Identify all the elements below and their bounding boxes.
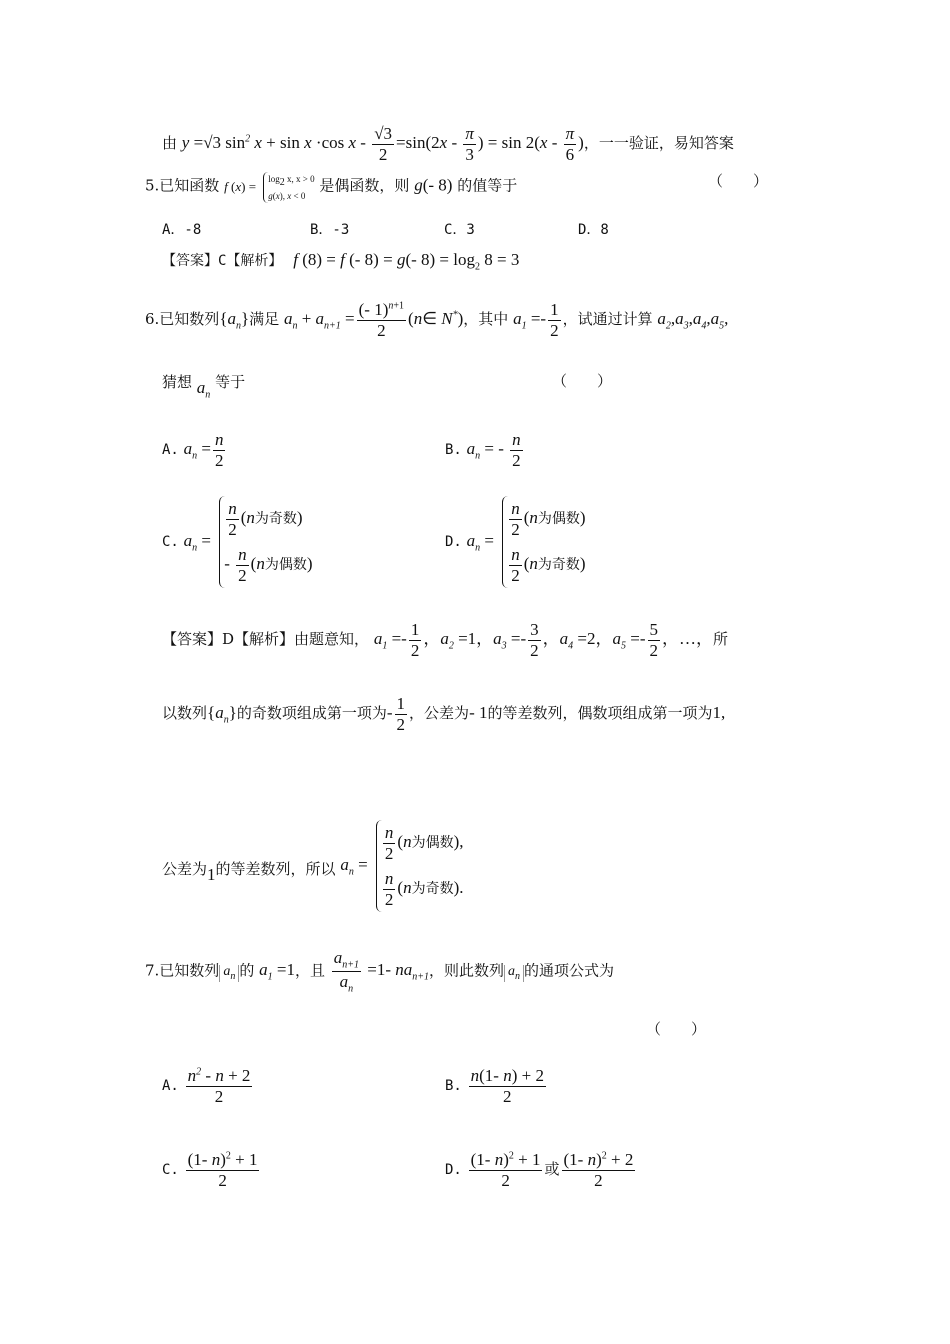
q5-option-a: A．-8 [162,222,202,238]
q7-option-b [445,1066,548,1106]
q7-qie: ，且 [294,961,325,980]
q6-option-b [445,430,525,470]
q6-line2-one: 1, [712,702,726,722]
prev-solution-line [162,124,734,164]
q6-a1: $a_1$ =- $\frac{1}{2}$ [513,300,559,340]
q7-option-c-label: C. [162,1161,179,1178]
q5-answer [162,250,519,273]
q5-answer-label: 【答案】C【解析】 [162,253,283,269]
q7-bracket: （ ） [646,1020,707,1038]
q7-option-d-formula1: $\frac{(1- n)^2 + 1}{2}$ [470,1150,541,1190]
q6-option-a-formula: $a_n$ = $\frac{n}{2}$ [183,430,224,470]
q6-line3-one: 1 [207,865,216,884]
q6-option-b-formula: $a_n$ = - $\frac{n}{2}$ [466,430,521,470]
q6-option-c [162,496,313,588]
q6-line3a: 公差为 [162,860,208,878]
q6-answer-line2 [162,694,725,734]
q5-number: 5.已知函数 [145,176,220,195]
q7-stem [145,948,614,995]
q6-c-even: 为偶数 [264,558,307,574]
q7-formula: 的通项公式为 [524,961,615,980]
q5-after: 的值等于 [457,176,518,195]
q6-guess [162,372,246,401]
q5-g-8: g(- 8) [414,175,453,195]
q6-terms: $a_2,a_3,a_4,a_5$, [657,308,729,332]
q6-line2a: 以数列 [162,703,208,722]
q6-compute: ，试通过计算 [562,309,653,328]
q7-seq2: $a_n$ [504,965,524,982]
q6-seq: $\{a_n\}$ [219,308,250,332]
q6-cond: 满足 [249,309,280,328]
q6-line3b: 的等差数列，所以 [215,860,336,878]
q7-seq1: $a_n$ [219,965,239,982]
q5-middle: 是偶函数，则 [319,176,410,195]
q7-option-a-label: A. [162,1077,179,1094]
prev-formula: y =√3 $\sin^2 x + \sin x \cdot\cos$ x - $\frac{√3}{2}$ =sin(2x - $\frac{\pi}{3}$ ) = sin 2(x - $\frac{\pi}{6}$ ) [181,124,584,164]
q6-line2b: 的奇数项组成第一项为 [236,703,387,722]
q7-recurrence: $\frac{a_{n+1}}{a_n}$ =1- $na_{n+1}$ [333,948,429,995]
q6-option-b-label: B. [445,441,462,458]
q6-line2d: 的等差数列，偶数项组成第一项为 [487,703,713,722]
q6-line2c: ，公差为 [409,703,470,722]
q6-mid: ，其中 [463,309,509,328]
q7-option-a [162,1066,254,1106]
q6-d-even: 为偶数 [537,511,580,527]
prev-suffix: ，一一验证，易知答案 [583,133,734,152]
q5-piecewise: f $(x) = \log_2 x$, x > 0 g(x), x < 0 [224,179,315,194]
q6-line2-diff: - 1 [469,702,488,722]
q6-ans-even: 为偶数 [411,835,454,851]
q6-line2-seq: $\{a_n\}$ [207,702,237,726]
q6-answer-values: $a_1$ =- $\frac{1}{2}$ ，$a_2 =1$，$a_3$ =- $\frac{3}{2}$ ，$a_4 =2$，$a_5$ =- $\frac{5}{2}$ ，…， [373,620,713,660]
q7-option-c-formula: $\frac{(1- n)^2 + 1}{2}$ [187,1150,258,1190]
q6-answer-piecewise: $a_n$ = $\frac{n}{2}$ (n为偶数), $\frac{n}{2}$ (n为奇数). [340,855,463,874]
q6-answer-line1 [162,620,728,660]
q7-de: 的 [239,961,255,980]
q6-option-d-formula: $a_n$ = $\frac{n}{2}$ (n为偶数) $\frac{n}{2}$ (n为奇数) [467,531,586,550]
q6-answer-line3 [162,820,464,912]
q7-option-d [445,1150,637,1190]
q6-guess-label: 猜想 [162,373,193,391]
q7-or: 或 [544,1159,560,1178]
q6-answer-tail: 所 [713,629,729,648]
q6-answer-label: 【答案】D【解析】由题意知， [162,629,370,648]
q6-an: $a_n$ [196,378,211,401]
q7-option-a-formula: $\frac{n^2 - n + 2}{2}$ [187,1066,251,1106]
q7-then: ，则此数列 [429,961,505,980]
q6-stem [145,300,728,340]
q5-option-b: B．-3 [310,222,350,238]
q6-line2-first: - $\frac{1}{2}$ [386,694,406,734]
q6-number: 6.已知数列 [145,309,220,328]
q7-option-b-label: B. [445,1077,462,1094]
q6-ans-odd: 为奇数 [411,882,454,898]
q6-option-c-formula: $a_n$ = $\frac{n}{2}$ (n为奇数) - $\frac{n}{2}$ (n为偶数) [184,531,313,550]
q7-number: 7.已知数列 [145,961,220,980]
q5-option-d: D．8 [578,222,609,238]
q6-d-odd: 为奇数 [537,558,580,574]
q6-recurrence: $a_n + a_{n+1}$ = $\frac{(- 1)^{n+1}}{2}$ (n∈ N*) [283,300,464,340]
q6-option-a-label: A. [162,441,179,458]
q6-guess-after: 等于 [215,373,246,391]
q7-option-d-label: D. [445,1161,462,1178]
q7-a1: $a_1 =1$ [259,960,295,983]
q6-option-c-label: C. [162,534,179,550]
q6-option-d [445,496,586,588]
q6-c-odd: 为奇数 [254,511,297,527]
q7-option-d-formula2: $\frac{(1- n)^2 + 2}{2}$ [563,1150,634,1190]
q7-option-b-formula: $\frac{n(1- n) + 2}{2}$ [470,1066,544,1106]
q5-bracket: （ ） [708,172,769,190]
q7-option-c [162,1150,261,1190]
q6-bracket: （ ） [552,372,613,390]
q6-option-d-label: D. [445,534,462,550]
q5-answer-formula: f (8) = f (- 8) = g(- $8) = \log_2 8 = 3$ [293,250,520,273]
q5-option-c: C．3 [444,222,475,238]
prev-prefix: 由 [162,133,178,152]
q5-stem [145,172,517,203]
q6-option-a [162,430,227,470]
